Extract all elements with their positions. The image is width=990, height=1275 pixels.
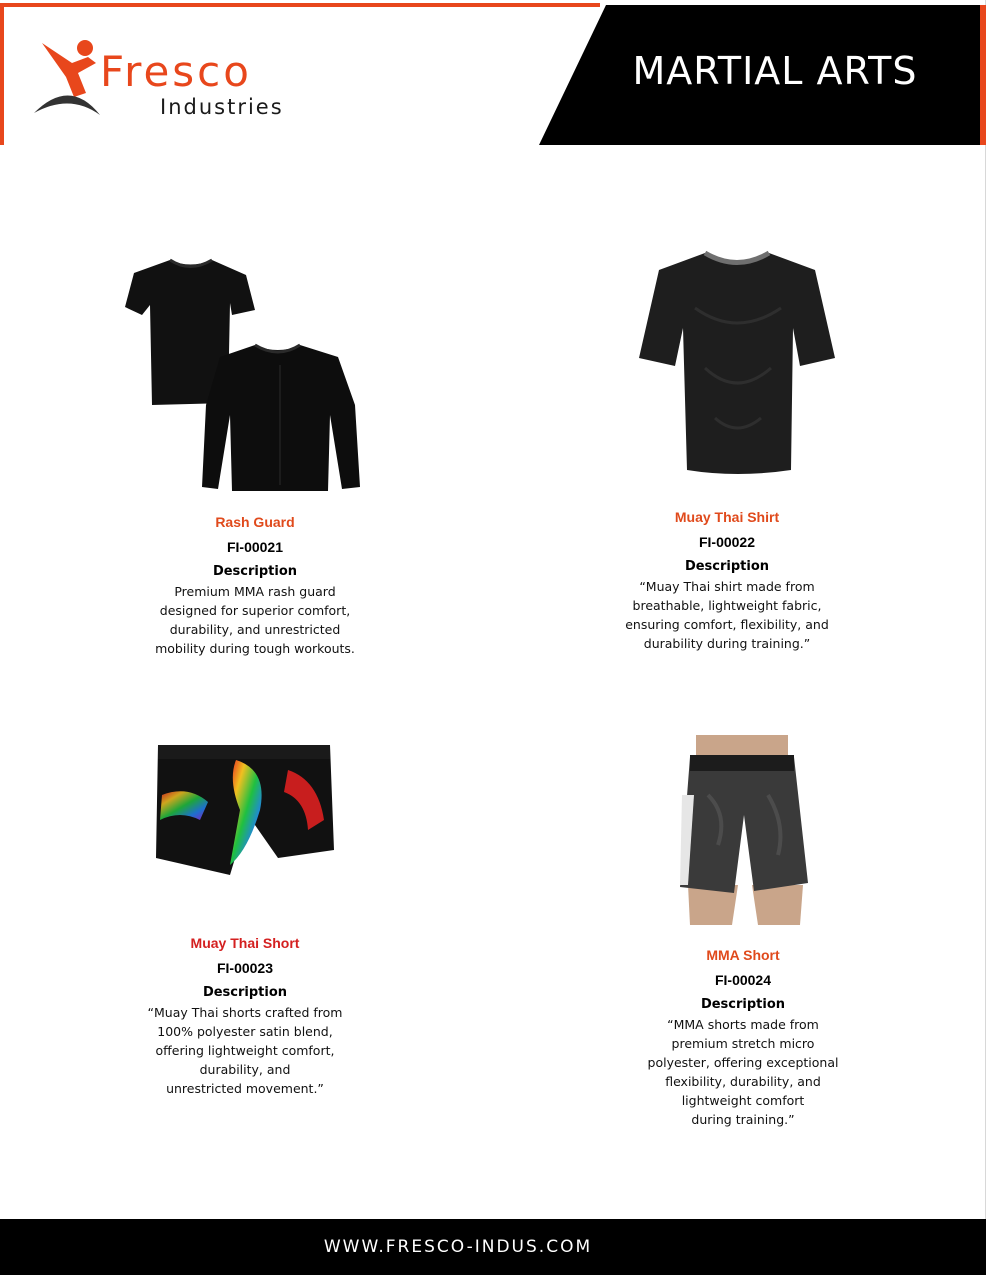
header-accent-line [0,3,600,7]
product-description: “MMA shorts made from premium stretch micro polyester, offering exceptional flexibility, durability, and lightweight comfort during training.” [647,1017,839,1127]
header [0,0,990,145]
description-heading: Description [212,564,298,579]
description-heading: Description [202,985,288,1000]
product-name: Muay Thai Short [190,935,300,951]
product-code: FI-00022 [698,534,756,550]
product-code: FI-00021 [226,539,284,555]
website-url: WWW.FRESCO-INDUS.COM [323,1237,593,1257]
product-code: FI-00023 [216,960,274,976]
muay-thai-shirt-image [635,248,840,478]
product-card-muay-thai-shirt [597,508,857,653]
brand-subtitle: Industries [160,95,284,119]
runner-logo-icon [30,35,110,130]
header-accent-edge [0,3,4,145]
fresco-logo [30,35,330,130]
muay-thai-short-image [148,740,338,880]
product-description: Premium MMA rash guard designed for superior comfort, durability, and unrestricted mobility during tough workouts. [155,584,355,656]
brand-name: Fresco [100,47,252,96]
rash-guard-image [120,255,365,495]
page-title: MARTIAL ARTS [632,49,918,93]
mma-short-image [668,735,823,927]
footer [0,1219,986,1275]
product-card-muay-thai-short [115,934,375,1098]
product-description: “Muay Thai shirt made from breathable, lightweight fabric, ensuring comfort, flexibility, and durability during training.” [625,579,829,651]
product-name: MMA Short [706,947,780,963]
product-card-mma-short [613,946,873,1129]
product-code: FI-00024 [714,972,772,988]
description-heading: Description [700,997,786,1012]
product-description: “Muay Thai shorts crafted from 100% polyester satin blend, offering lightweight comfort, durability, and unrestricted movement.” [147,1005,343,1096]
header-banner-edge [980,5,986,145]
product-card-rash-guard [125,513,385,658]
product-name: Muay Thai Shirt [674,509,780,525]
product-name: Rash Guard [215,514,295,530]
description-heading: Description [684,559,770,574]
